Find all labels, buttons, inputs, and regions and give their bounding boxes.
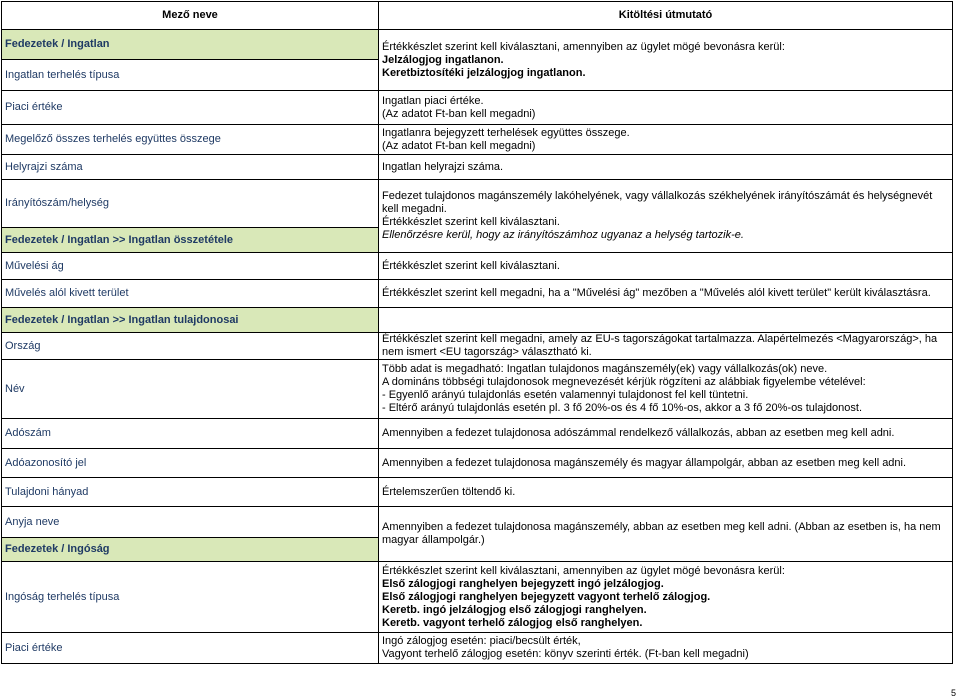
table-row [2,360,953,419]
instruction-line: Jelzálogjog ingatlanon. [382,53,504,66]
instruction-line: Fedezet tulajdonos magánszemély lakóhelyének, vagy vállalkozás székhelyének irányítószámát és helységnevét kell megadni. [382,190,933,215]
table-row [2,155,953,180]
table-row [2,253,953,280]
instruction-line: Értékkészlet szerint kell kiválasztani. [382,216,560,228]
instruction-iranyitoszam [379,180,953,253]
field-label: Művelési ág [2,253,379,280]
instruction-line: Ingatlanra bejegyzett terhelések együttes összege. [382,126,630,139]
instruction-line: Értékkészlet szerint kell megadni, ha a "Művelési ág" mezőben a "Művelés alól kivett terület" került kiválasztásra. [382,287,931,299]
instruction-line: Amennyiben a fedezet tulajdonosa magánszemély, abban az esetben meg kell adni. (Abban az esetben is, ha nem magyar állampolgár.) [382,521,941,546]
section-ingatlan-osszetetele: Fedezetek / Ingatlan >> Ingatlan összetétele [2,228,379,253]
table-row [2,507,953,538]
instruction-line: (Az adatot Ft-ban kell megadni) [382,107,536,120]
instruction-ingosag-piaci [379,633,953,664]
instruction-line: Keretbiztosítéki jelzálogjog ingatlanon. [382,66,586,79]
table-row [2,91,953,125]
instruction-line: Keretb. vagyont terhelő zálogjog első ranghelyen. [382,616,643,629]
table-row [2,449,953,478]
instruction-line: Értékkészlet szerint kell kiválasztani, amennyiben az ügylet mögé bevonásra kerül: [382,564,785,577]
instruction-line: - Eltérő arányú tulajdonlás esetén pl. 3 fő 20%-os és 4 fő 10%-os, akkor a 3 fő 20%-os tulajdonost. [382,402,862,414]
field-label: Piaci értéke [2,633,379,664]
instruction-line: - Egyenlő arányú tulajdonlás esetén valamennyi tulajdonost fel kell tüntetni. [382,389,749,401]
table-row [2,333,953,360]
table-row [2,478,953,507]
field-label: Piaci értéke [2,91,379,125]
instruction-nev [379,360,953,419]
instruction-line: Ingatlan helyrajzi száma. [382,160,504,173]
field-label: Anyja neve [2,507,379,538]
instruction-piaci-erteke [379,91,953,125]
section-ingatlan-tulajdonosai: Fedezetek / Ingatlan >> Ingatlan tulajdonosai [2,308,379,333]
instruction-line: Értékkészlet szerint kell kiválasztani, amennyiben az ügylet mögé bevonásra kerül: [382,40,785,53]
header-row [2,2,953,30]
instruction-ingosag-terheles [379,562,953,633]
instruction-ingatlan-terheles [379,30,953,91]
field-name-header: Mező neve [2,2,379,30]
table-row [2,562,953,633]
instruction-orszag [379,333,953,360]
section-row [2,30,953,60]
field-label: Adószám [2,419,379,449]
instructions-header: Kitöltési útmutató [379,2,953,30]
field-label: Adóazonosító jel [2,449,379,478]
instruction-muvelesi-ag [379,253,953,280]
instruction-line: A domináns többségi tulajdonosok megnevezését kérjük rögzíteni az alábbiak figyelembe vételével: [382,376,866,388]
instruction-line: Vagyont terhelő zálogjog esetén: könyv szerinti érték. (Ft-ban kell megadni) [382,648,749,660]
instruction-line: Amennyiben a fedezet tulajdonosa magánszemély és magyar állampolgár, abban az esetben meg kell adni. [382,456,907,469]
field-label: Ország [2,333,379,360]
section-ingatlan: Fedezetek / Ingatlan [2,30,379,60]
table-row [2,125,953,155]
instruction-line: Ingó zálogjog esetén: piaci/becsült érték, [382,635,581,647]
field-label: Helyrajzi száma [2,155,379,180]
instruction-adoazonosito [379,449,953,478]
instructions-table [1,1,953,664]
instruction-anyja-neve [379,507,953,562]
table-row [2,180,953,228]
instruction-line: Első zálogjogi ranghelyen bejegyzett vagyont terhelő zálogjog. [382,590,711,603]
table-row [2,280,953,308]
section-row [2,308,953,333]
instruction-line: (Az adatot Ft-ban kell megadni) [382,139,536,152]
instruction-line: Keretb. ingó jelzálogjog első zálogjogi ranghelyen. [382,603,647,616]
spacer-cell [379,308,953,333]
instruction-muveles-alol [379,280,953,308]
page-number: 5 [951,688,957,698]
table-row [2,419,953,449]
field-label: Megelőző összes terhelés együttes összege [2,125,379,155]
instruction-line: Értelemszerűen töltendő ki. [382,485,516,498]
section-ingosag: Fedezetek / Ingóság [2,538,379,562]
instruction-line: Amennyiben a fedezet tulajdonosa adószámmal rendelkező vállalkozás, abban az esetben meg kell adni. [382,427,895,439]
field-label: Név [2,360,379,419]
instruction-megelozo [379,125,953,155]
instruction-line: Ellenőrzésre kerül, hogy az irányítószámhoz ugyanaz a helység tartozik-e. [382,229,744,241]
instruction-line: Ingatlan piaci értéke. [382,94,484,107]
instruction-helyrajzi [379,155,953,180]
field-label: Ingóság terhelés típusa [2,562,379,633]
field-label: Ingatlan terhelés típusa [2,60,379,91]
instruction-line: Értékkészlet szerint kell kiválasztani. [382,259,560,272]
instruction-line: Több adat is megadható: Ingatlan tulajdonos magánszemély(ek) vagy vállalkozás(ok) neve. [382,363,828,375]
field-label: Tulajdoni hányad [2,478,379,507]
instruction-adoszam [379,419,953,449]
instruction-line: Értékkészlet szerint kell megadni, amely az EU-s tagországokat tartalmazza. Alapértelmezés <Magyarország>, ha nem ismert <EU tagország> választható ki. [382,333,938,358]
instruction-line: Első zálogjogi ranghelyen bejegyzett ingó jelzálogjog. [382,577,664,590]
field-label: Művelés alól kivett terület [2,280,379,308]
table-row [2,633,953,664]
field-label: Irányítószám/helység [2,180,379,228]
instruction-tulajdoni-hanyad [379,478,953,507]
